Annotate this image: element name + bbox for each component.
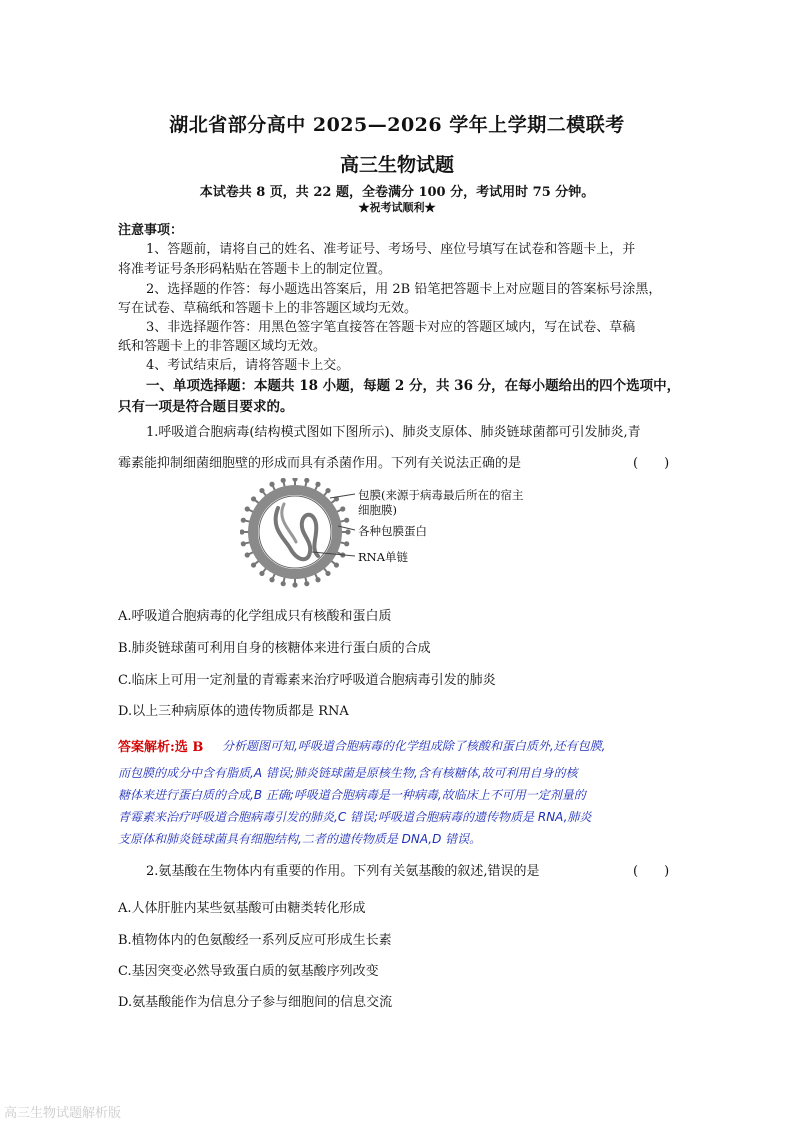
spike-head bbox=[344, 518, 349, 523]
answer-heading: 答案解析:选 B bbox=[118, 740, 204, 755]
exam-title: 湖北省部分高中 2025—2026 学年上学期二模联考 bbox=[169, 114, 625, 136]
notice-line: 将准考证号条形码粘贴在答题卡上的制定位置。 bbox=[118, 262, 392, 277]
notice-line: 纸和答题卡上的非答题区域均无效。 bbox=[118, 339, 327, 354]
answer-line: 分析题图可知,呼吸道合胞病毒的化学组成除了核酸和蛋白质外,还有包膜, bbox=[222, 739, 606, 753]
answer-bracket: ( ) bbox=[633, 864, 670, 879]
section-heading-cont: 只有一项是符合题目要求的。 bbox=[118, 399, 294, 415]
spike-head bbox=[240, 529, 245, 534]
spike-head bbox=[315, 482, 320, 487]
spike-head bbox=[251, 562, 256, 567]
spike-head bbox=[345, 529, 350, 534]
exam-subtitle: 高三生物试题 bbox=[339, 154, 454, 176]
exam-info: 本试卷共 8 页，共 22 题，全卷满分 100 分，考试用时 75 分钟。 bbox=[199, 185, 595, 200]
question-1-stem-cont: 霉素能抑制细菌细胞壁的形成而具有杀菌作用。下列有关说法正确的是 bbox=[118, 456, 522, 471]
option-d: D.以上三种病原体的遗传物质都是 RNA bbox=[118, 704, 349, 719]
option-a: A.人体肝脏内某些氨基酸可由糖类转化形成 bbox=[118, 901, 366, 916]
notice-line: 4、考试结束后，请将答题卡上交。 bbox=[146, 358, 350, 373]
answer-line: 糖体来进行蛋白质的合成,B 正确;呼吸道合胞病毒是一种病毒,故临床上不可用一定剂量的 bbox=[118, 788, 586, 802]
spike-head bbox=[292, 582, 297, 587]
spike-head bbox=[251, 496, 256, 501]
spike-head bbox=[340, 506, 345, 511]
answer-line: 青霉素来治疗呼吸道合胞病毒引发的肺炎,C 错误;呼吸道合胞病毒的遗传物质是 RNA,肺炎 bbox=[118, 810, 592, 824]
spike-head bbox=[304, 581, 309, 586]
spike-head bbox=[259, 488, 264, 493]
answer-line: 而包膜的成分中含有脂质,A 错误;肺炎链球菌是原核生物,含有核糖体,故可利用自身的核 bbox=[118, 766, 578, 780]
spike-head bbox=[325, 488, 330, 493]
exam-wish: ★祝考试顺利★ bbox=[358, 201, 436, 214]
spike-head bbox=[334, 562, 339, 567]
option-b: B.植物体内的色氨酸经一系列反应可形成生长素 bbox=[118, 933, 392, 948]
spike-head bbox=[245, 506, 250, 511]
notice-line: 2、选择题的作答：每小题选出答案后，用 2B 铅笔把答题卡上对应题目的答案标号涂黑， bbox=[146, 282, 662, 297]
option-d: D.氨基酸能作为信息分子参与细胞间的信息交流 bbox=[118, 995, 393, 1010]
option-c: C.基因突变必然导致蛋白质的氨基酸序列改变 bbox=[118, 964, 379, 979]
option-c: C.临床上可用一定剂量的青霉素来治疗呼吸道合胞病毒引发的肺炎 bbox=[118, 673, 496, 688]
leader-line-envelope bbox=[330, 494, 355, 498]
notice-line: 写在试卷、草稿纸和答题卡上的非答题区域均无效。 bbox=[118, 301, 418, 316]
spike-head bbox=[325, 571, 330, 576]
notice-line: 1、答题前，请将自己的姓名、准考证号、考场号、座位号填写在试卷和答题卡上，并 bbox=[146, 242, 636, 257]
spike-head bbox=[344, 541, 349, 546]
spike-head bbox=[315, 577, 320, 582]
figure-label-envelope: 包膜(来源于病毒最后所在的宿主 bbox=[358, 488, 524, 502]
section-heading: 一、单项选择题：本题共 18 小题，每题 2 分，共 36 分，在每小题给出的四个选项中， bbox=[146, 378, 681, 394]
option-a: A.呼吸道合胞病毒的化学组成只有核酸和蛋白质 bbox=[118, 609, 392, 624]
spike-head bbox=[241, 541, 246, 546]
spike-head bbox=[269, 577, 274, 582]
figure-label-protein: 各种包膜蛋白 bbox=[358, 524, 427, 538]
notice-line: 3、非选择题作答：用黑色签字笔直接答在答题卡对应的答题区域内，写在试卷、草稿 bbox=[146, 320, 636, 335]
figure-label-envelope-cont: 细胞膜) bbox=[358, 503, 397, 517]
figure-label-rna: RNA单链 bbox=[358, 550, 409, 564]
spike-head bbox=[259, 571, 264, 576]
footer-watermark: 高三生物试题解析版 bbox=[4, 1106, 122, 1121]
spike-head bbox=[281, 478, 286, 483]
option-b: B.肺炎链球菌可利用自身的核糖体来进行蛋白质的合成 bbox=[118, 641, 431, 656]
spike-head bbox=[292, 478, 297, 482]
spike-head bbox=[304, 478, 309, 483]
answer-line: 支原体和肺炎链球菌具有细胞结构,二者的遗传物质是 DNA,D 错误。 bbox=[118, 832, 482, 846]
question-1-stem: 1.呼吸道合胞病毒(结构模式图如下图所示)、肺炎支原体、肺炎链球菌都可引发肺炎,青 bbox=[146, 425, 641, 440]
spike-head bbox=[245, 552, 250, 557]
notice-heading: 注意事项： bbox=[118, 223, 184, 238]
spike-head bbox=[281, 581, 286, 586]
spike-head bbox=[241, 518, 246, 523]
answer-bracket: ( ) bbox=[633, 456, 670, 471]
question-2-stem: 2.氨基酸在生物体内有重要的作用。下列有关氨基酸的叙述,错误的是 bbox=[146, 864, 540, 879]
virus-structure-figure bbox=[240, 478, 570, 590]
spike-head bbox=[269, 482, 274, 487]
